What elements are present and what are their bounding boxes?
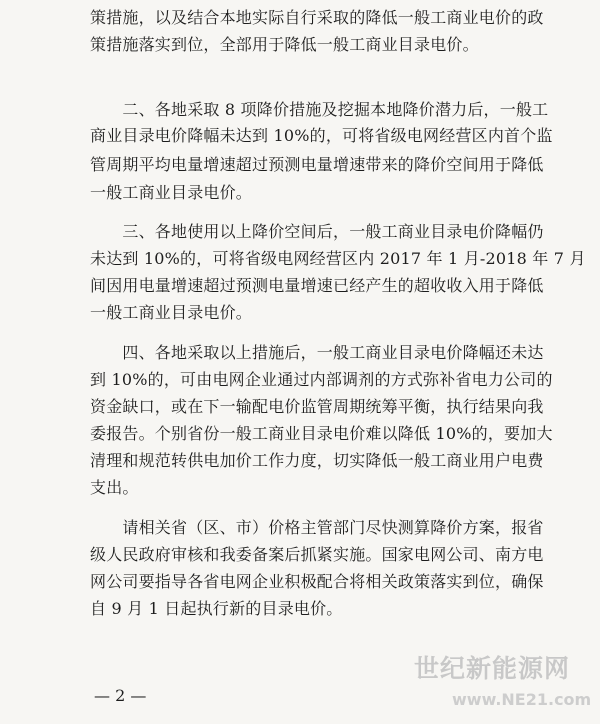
watermark-logo-text: 世纪新能源网 <box>414 654 571 683</box>
text-line: 策措施落实到位，全部用于降低一般工商业目录电价。 <box>90 35 479 54</box>
text-line: 商业目录电价降幅未达到 10%的，可将省级电网经营区内首个监 <box>90 126 553 145</box>
text-line: 未达到 10%的，可将省级电网经营区内 2017 年 1 月-2018 年 7 月 <box>90 249 586 268</box>
text-line: 清理和规范转供电加价工作力度，切实降低一般工商业用户电费 <box>90 451 544 470</box>
text-line: 四、各地采取以上措施后，一般工商业目录电价降幅还未达 <box>90 343 544 362</box>
watermark-url: www.NE21.com <box>452 690 592 709</box>
page-number: — 2 — <box>94 686 147 705</box>
text-line: 级人民政府审核和我委备案后抓紧实施。国家电网公司、南方电 <box>90 545 544 564</box>
text-line: 到 10%的，可由电网企业通过内部调剂的方式弥补省电力公司的 <box>90 370 553 389</box>
text-line: 一般工商业目录电价。 <box>90 303 253 322</box>
text-line: 网公司要指导各省电网企业积极配合将相关政策落实到位，确保 <box>90 572 544 591</box>
text-line: 支出。 <box>90 478 139 497</box>
text-line: 请相关省（区、市）价格主管部门尽快测算降价方案，报省 <box>90 518 544 537</box>
text-line: 二、各地采取 8 项降价措施及挖掘本地降价潜力后，一般工 <box>90 100 549 119</box>
text-line: 资金缺口，或在下一输配电价监管周期统筹平衡，执行结果向我 <box>90 397 544 416</box>
text-line: 三、各地使用以上降价空间后，一般工商业目录电价降幅仍 <box>90 222 544 241</box>
text-line: 间因用电量增速超过预测电量增速已经产生的超收收入用于降低 <box>90 276 544 295</box>
text-line: 自 9 月 1 日起执行新的目录电价。 <box>90 599 343 618</box>
text-line: 委报告。个别省份一般工商业目录电价难以降低 10%的，要加大 <box>90 424 553 443</box>
text-line: 一般工商业目录电价。 <box>90 183 253 202</box>
text-line: 管周期平均电量增速超过预测电量增速带来的降价空间用于降低 <box>90 155 544 174</box>
text-line: 策措施，以及结合本地实际自行采取的降低一般工商业电价的政 <box>90 8 544 27</box>
